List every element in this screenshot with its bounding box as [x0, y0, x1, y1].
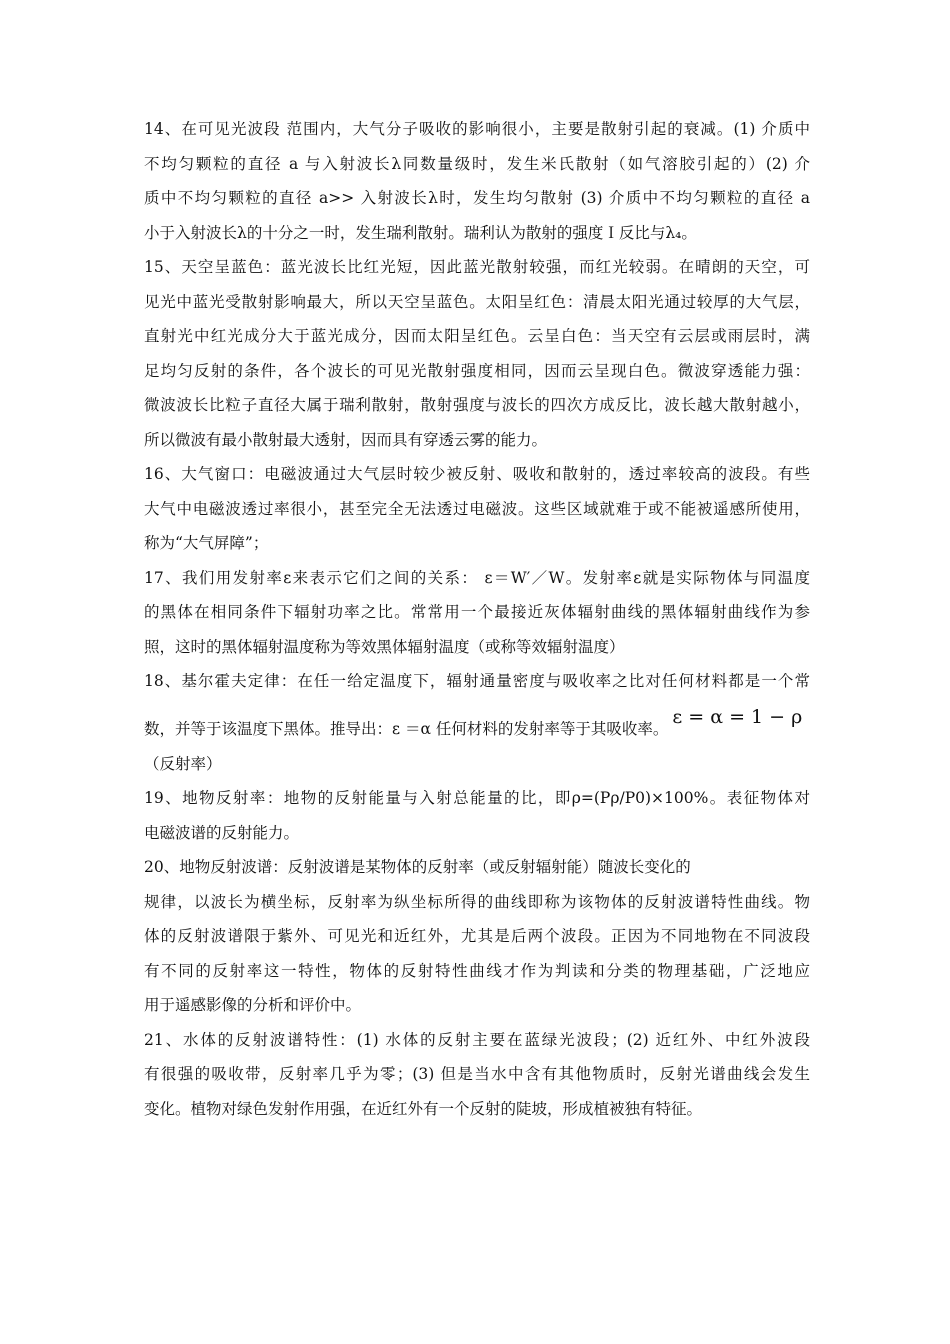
text-line: 15、天空呈蓝色：蓝光波长比红光短，因此蓝光散射较强，而红光较弱。在晴朗的天空，可 — [144, 258, 810, 276]
text-line: 电磁波谱的反射能力。 — [144, 823, 300, 842]
paragraph-16 — [144, 457, 810, 561]
paragraph-20 — [144, 850, 810, 1023]
paragraph-14 — [144, 112, 810, 250]
text-line: 大气中电磁波透过率很小，甚至完全无法透过电磁波。这些区域就难于或不能被遥感所使用， — [144, 499, 810, 518]
kirchhoff-formula: ε = α = 1 − ρ — [672, 706, 803, 728]
text-line: 小于入射波长λ的十分之一时，发生瑞利散射。瑞利认为散射的强度Ｉ反比与λ₄。 — [144, 223, 697, 242]
text-line: 有很强的吸收带，反射率几乎为零；(3) 但是当水中含有其他物质时，反射光谱曲线会发生 — [144, 1065, 810, 1083]
text-line: 微波波长比粒子直径大属于瑞利散射，散射强度与波长的四次方成反比，波长越大散射越小， — [144, 396, 810, 414]
text-line: 不均匀颗粒的直径 a 与入射波长λ同数量级时，发生米氏散射（如气溶胶引起的）(2) 介 — [144, 154, 810, 173]
paragraph-21 — [144, 1023, 810, 1127]
text-line: 21、水体的反射波谱特性：(1) 水体的反射主要在蓝绿光波段；(2) 近红外、中红外波段 — [144, 1030, 810, 1049]
text-line: 所以微波有最小散射最大透射，因而具有穿透云雾的能力。 — [144, 430, 548, 449]
text-line: 用于遥感影像的分析和评价中。 — [144, 996, 362, 1014]
text-line: 的黑体在相同条件下辐射功率之比。常常用一个最接近灰体辐射曲线的黑体辐射曲线作为参 — [144, 603, 810, 621]
text-line: 变化。植物对绿色发射作用强，在近红外有一个反射的陡坡，形成植被独有特征。 — [144, 1099, 703, 1118]
text-line: 规律，以波长为横坐标，反射率为纵坐标所得的曲线即称为该物体的反射波谱特性曲线。物 — [144, 892, 810, 911]
paragraph-18 — [144, 664, 810, 781]
paragraph-19 — [144, 781, 810, 850]
text-line: 见光中蓝光受散射影响最大，所以天空呈蓝色。太阳呈红色：清晨太阳光通过较厚的大气层， — [144, 292, 810, 311]
paragraph-15 — [144, 250, 810, 457]
text-line: 直射光中红光成分大于蓝光成分，因而太阳呈红色。云呈白色：当天空有云层或雨层时，满 — [144, 327, 810, 345]
text-line: 16、大气窗口：电磁波通过大气层时较少被反射、吸收和散射的，透过率较高的波段。有些 — [144, 465, 810, 483]
text-line: 20、地物反射波谱：反射波谱是某物体的反射率（或反射辐射能）随波长变化的 — [144, 858, 691, 876]
text-line: 数，并等于该温度下黑体。推导出：ε ＝α 任何材料的发射率等于其吸收率。 — [144, 720, 669, 738]
text-line: 18、基尔霍夫定律：在任一给定温度下，辐射通量密度与吸收率之比对任何材料都是一个常 — [144, 672, 810, 690]
text-line: 有不同的反射率这一特性，物体的反射特性曲线才作为判读和分类的物理基础，广泛地应 — [144, 961, 810, 980]
text-line: 照，这时的黑体辐射温度称为等效黑体辐射温度（或称等效辐射温度） — [144, 637, 625, 656]
text-line: 17、我们用发射率ε来表示它们之间的关系： ε＝W′／W。发射率ε就是实际物体与同温度 — [144, 568, 810, 587]
document-body — [144, 112, 810, 1126]
paragraph-17 — [144, 561, 810, 665]
text-line: 质中不均匀颗粒的直径 a>> 入射波长λ时，发生均匀散射 (3) 介质中不均匀颗粒的直径 a — [144, 189, 810, 207]
text-line: 19、地物反射率：地物的反射能量与入射总能量的比，即ρ=(Pρ/P0)×100%。表征物体对 — [144, 789, 810, 807]
formula-line — [144, 699, 810, 747]
text-line: 称为“大气屏障”； — [144, 534, 269, 552]
text-line: 体的反射波谱限于紫外、可见光和近红外，尤其是后两个波段。正因为不同地物在不同波段 — [144, 927, 810, 945]
text-line: （反射率） — [144, 754, 222, 773]
text-line: 14、在可见光波段 范围内，大气分子吸收的影响很小，主要是散射引起的衰减。(1) 介质中 — [144, 120, 810, 138]
text-line: 足均匀反射的条件，各个波长的可见光散射强度相同，因而云呈现白色。微波穿透能力强： — [144, 361, 810, 380]
